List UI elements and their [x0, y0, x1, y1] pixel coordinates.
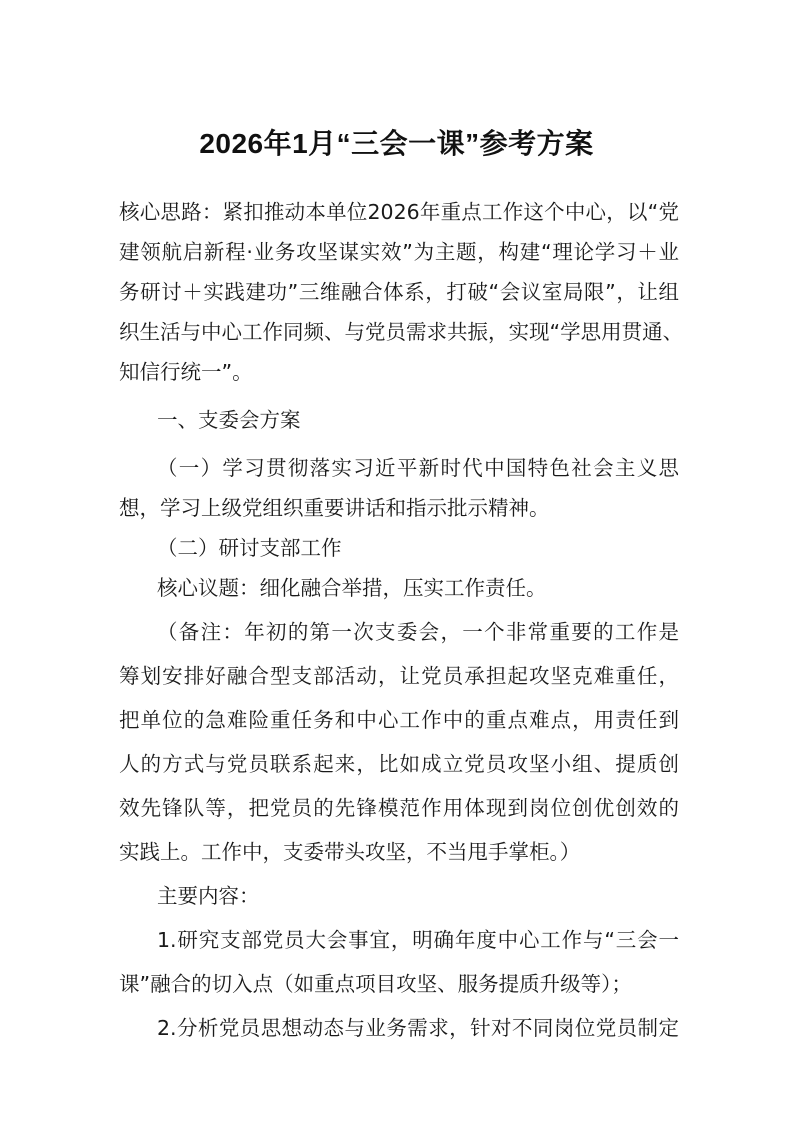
paragraph-line: 核心议题：细化融合举措，压实工作责任。	[157, 576, 547, 600]
paragraph-line: 2.分析党员思想动态与业务需求，针对不同岗位党员制定	[157, 1016, 679, 1040]
paragraph-line: 实践上。工作中，支委带头攻坚，不当甩手掌柜。）	[119, 840, 581, 864]
paragraph-line: （备注：年初的第一次支委会，一个非常重要的工作是	[157, 620, 679, 644]
paragraph-line: 想，学习上级党组织重要讲话和指示批示精神。	[119, 496, 550, 520]
paragraph-line: 建领航启新程·业务攻坚谋实效”为主题，构建“理论学习＋业	[119, 240, 679, 264]
paragraph-line: 核心思路：紧扣推动本单位2026年重点工作这个中心，以“党	[119, 200, 679, 224]
paragraph-line: 人的方式与党员联系起来，比如成立党员攻坚小组、提质创	[119, 752, 679, 776]
paragraph-line: 务研讨＋实践建功”三维融合体系，打破“会议室局限”，让组	[119, 280, 679, 304]
section-heading: 一、支委会方案	[157, 408, 301, 432]
paragraph-line: 筹划安排好融合型支部活动，让党员承担起攻坚克难重任，	[119, 664, 679, 688]
subsection-heading: （二）研讨支部工作	[157, 536, 342, 560]
paragraph-line: 1.研究支部党员大会事宜，明确年度中心工作与“三会一	[157, 928, 679, 952]
paragraph-line: （一）学习贯彻落实习近平新时代中国特色社会主义思	[157, 456, 679, 480]
paragraph-line: 织生活与中心工作同频、与党员需求共振，实现“学思用贯通、	[119, 320, 684, 344]
paragraph-line: 把单位的急难险重任务和中心工作中的重点难点，用责任到	[119, 708, 679, 732]
paragraph-line: 效先锋队等，把党员的先锋模范作用体现到岗位创优创效的	[119, 796, 679, 820]
paragraph-line: 课”融合的切入点（如重点项目攻坚、服务提质升级等）；	[119, 972, 632, 996]
document-title: 2026年1月“三会一课”参考方案	[199, 128, 594, 159]
paragraph-line: 主要内容：	[157, 884, 260, 908]
paragraph-line: 知信行统一”。	[119, 360, 253, 384]
